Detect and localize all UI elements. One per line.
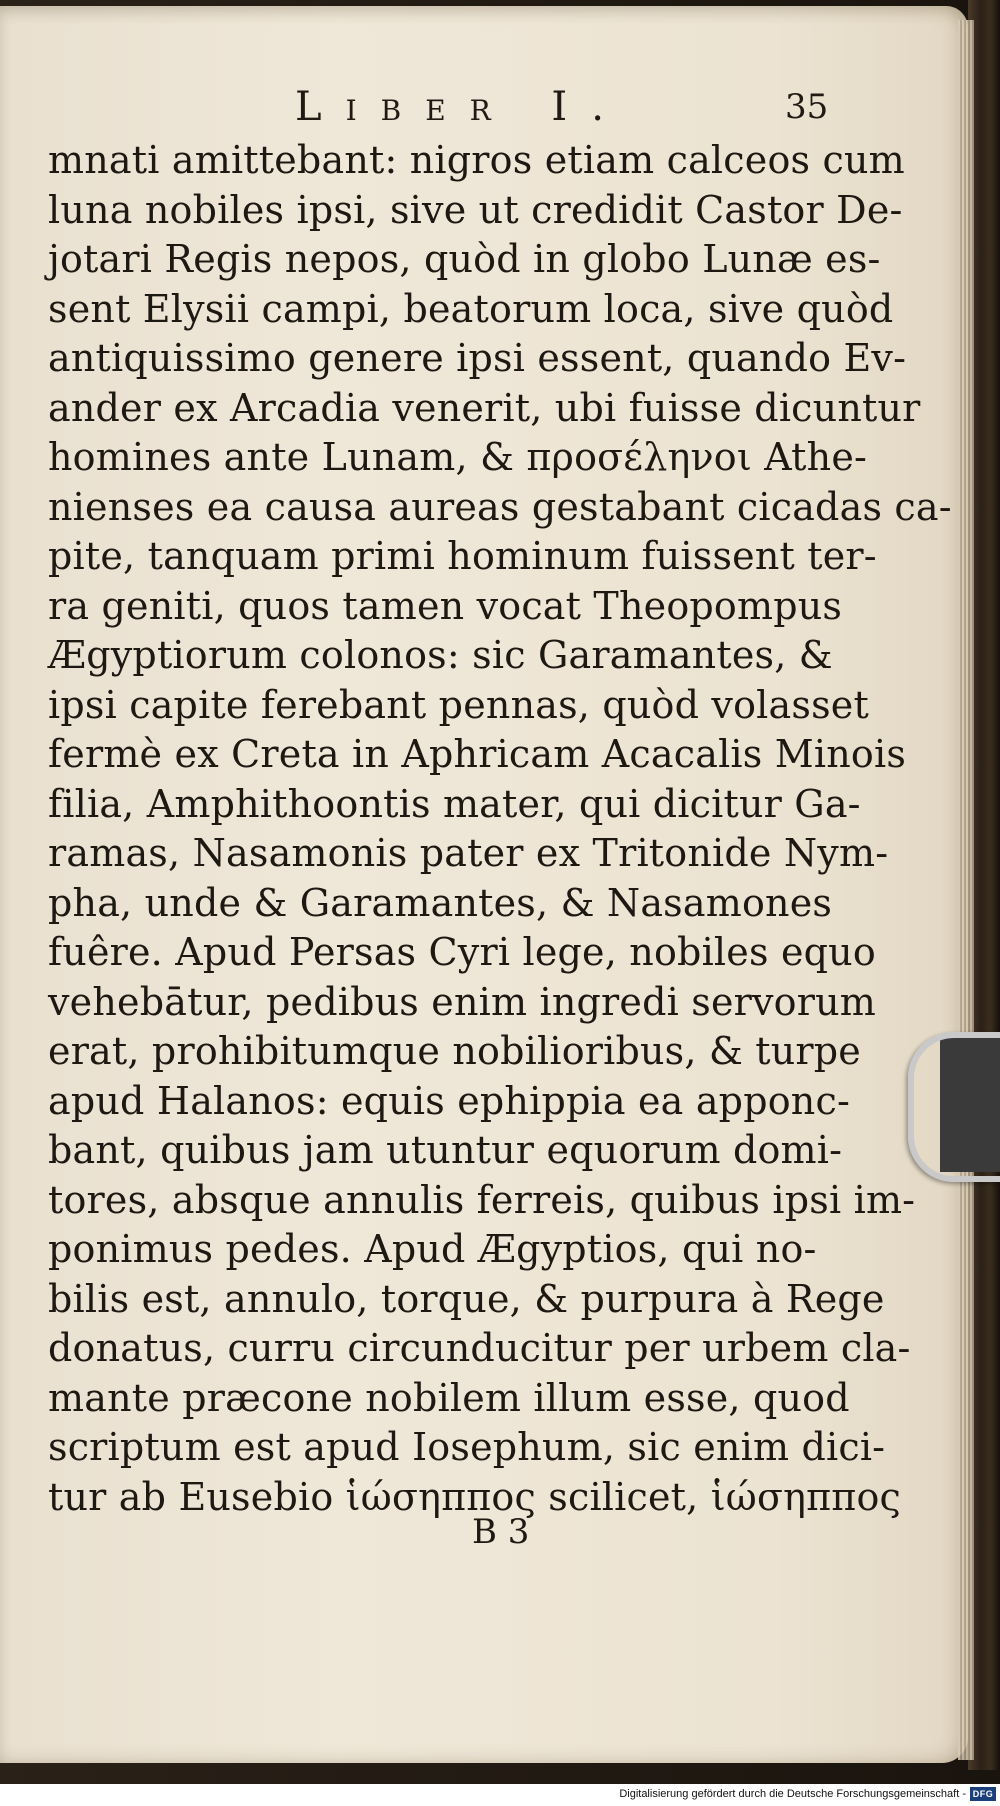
text-line: donatus, curru circunducitur per urbem cla-	[48, 1326, 911, 1370]
text-line: fuêre. Apud Persas Cyri lege, nobiles equo	[48, 930, 876, 974]
text-line: mnati amittebant: nigros etiam calceos cum	[48, 138, 905, 182]
text-line: Ægyptiorum colonos: sic Garamantes, &	[48, 633, 833, 677]
page-clip	[908, 1032, 1000, 1182]
text-line: erat, prohibitumque nobilioribus, & turpe	[48, 1029, 861, 1073]
digitization-footer	[0, 1784, 1000, 1806]
text-line: scriptum est apud Iosephum, sic enim dici-	[48, 1425, 886, 1469]
text-line: bilis est, annulo, torque, & purpura à Rege	[48, 1276, 885, 1321]
funding-credit: Digitalisierung gefördert durch die Deutsche Forschungsgemeinschaft -	[619, 1788, 966, 1800]
text-line: fermè ex Creta in Aphricam Acacalis Minois	[48, 732, 907, 776]
text-line: antiquissimo genere ipsi essent, quando Ev-	[48, 336, 907, 380]
text-line: filia, Amphithoontis mater, qui dicitur Ga-	[48, 781, 861, 826]
text-line: bant, quibus jam utuntur equorum domi-	[48, 1128, 843, 1172]
signature-mark: B 3	[472, 1512, 530, 1552]
text-line: pite, tanquam primi hominum fuissent ter-	[48, 534, 877, 578]
body-text	[48, 136, 952, 1522]
page-edges	[958, 20, 974, 1760]
text-line: vehebātur, pedibus enim ingredi servorum	[48, 979, 877, 1024]
running-head: Liber I.	[295, 84, 628, 130]
text-line: nienses ea causa aureas gestabant cicadas ca-	[48, 484, 952, 529]
text-line: ander ex Arcadia venerit, ubi fuisse dicuntur	[48, 385, 921, 430]
text-line: luna nobiles ipsi, sive ut credidit Castor De-	[48, 187, 903, 232]
text-line: sent Elysii campi, beatorum loca, sive quòd	[48, 286, 894, 331]
text-line: ramas, Nasamonis pater ex Tritonide Nym-	[48, 831, 889, 875]
dfg-logo-icon: DFG	[970, 1787, 996, 1801]
text-line: ponimus pedes. Apud Ægyptios, qui no-	[48, 1227, 817, 1271]
text-line: apud Halanos: equis ephippia ea apponc-	[48, 1078, 850, 1123]
page-number: 35	[785, 87, 829, 127]
text-line: tores, absque annulis ferreis, quibus ipsi im-	[48, 1177, 916, 1222]
text-line: mante præcone nobilem illum esse, quod	[48, 1375, 850, 1420]
text-line: pha, unde & Garamantes, & Nasamones	[48, 880, 833, 925]
text-line: homines ante Lunam, & προσέληνοι Athe-	[48, 435, 868, 479]
text-line: jotari Regis nepos, quòd in globo Lunæ es-	[48, 237, 881, 281]
book-page	[0, 6, 968, 1763]
text-line: ra geniti, quos tamen vocat Theopompus	[48, 583, 843, 628]
page-header	[0, 82, 960, 132]
text-line: ipsi capite ferebant pennas, quòd volasset	[48, 682, 869, 727]
text-line: tur ab Eusebio ἱώσηππος scilicet, ἱώσηππος	[48, 1474, 902, 1519]
